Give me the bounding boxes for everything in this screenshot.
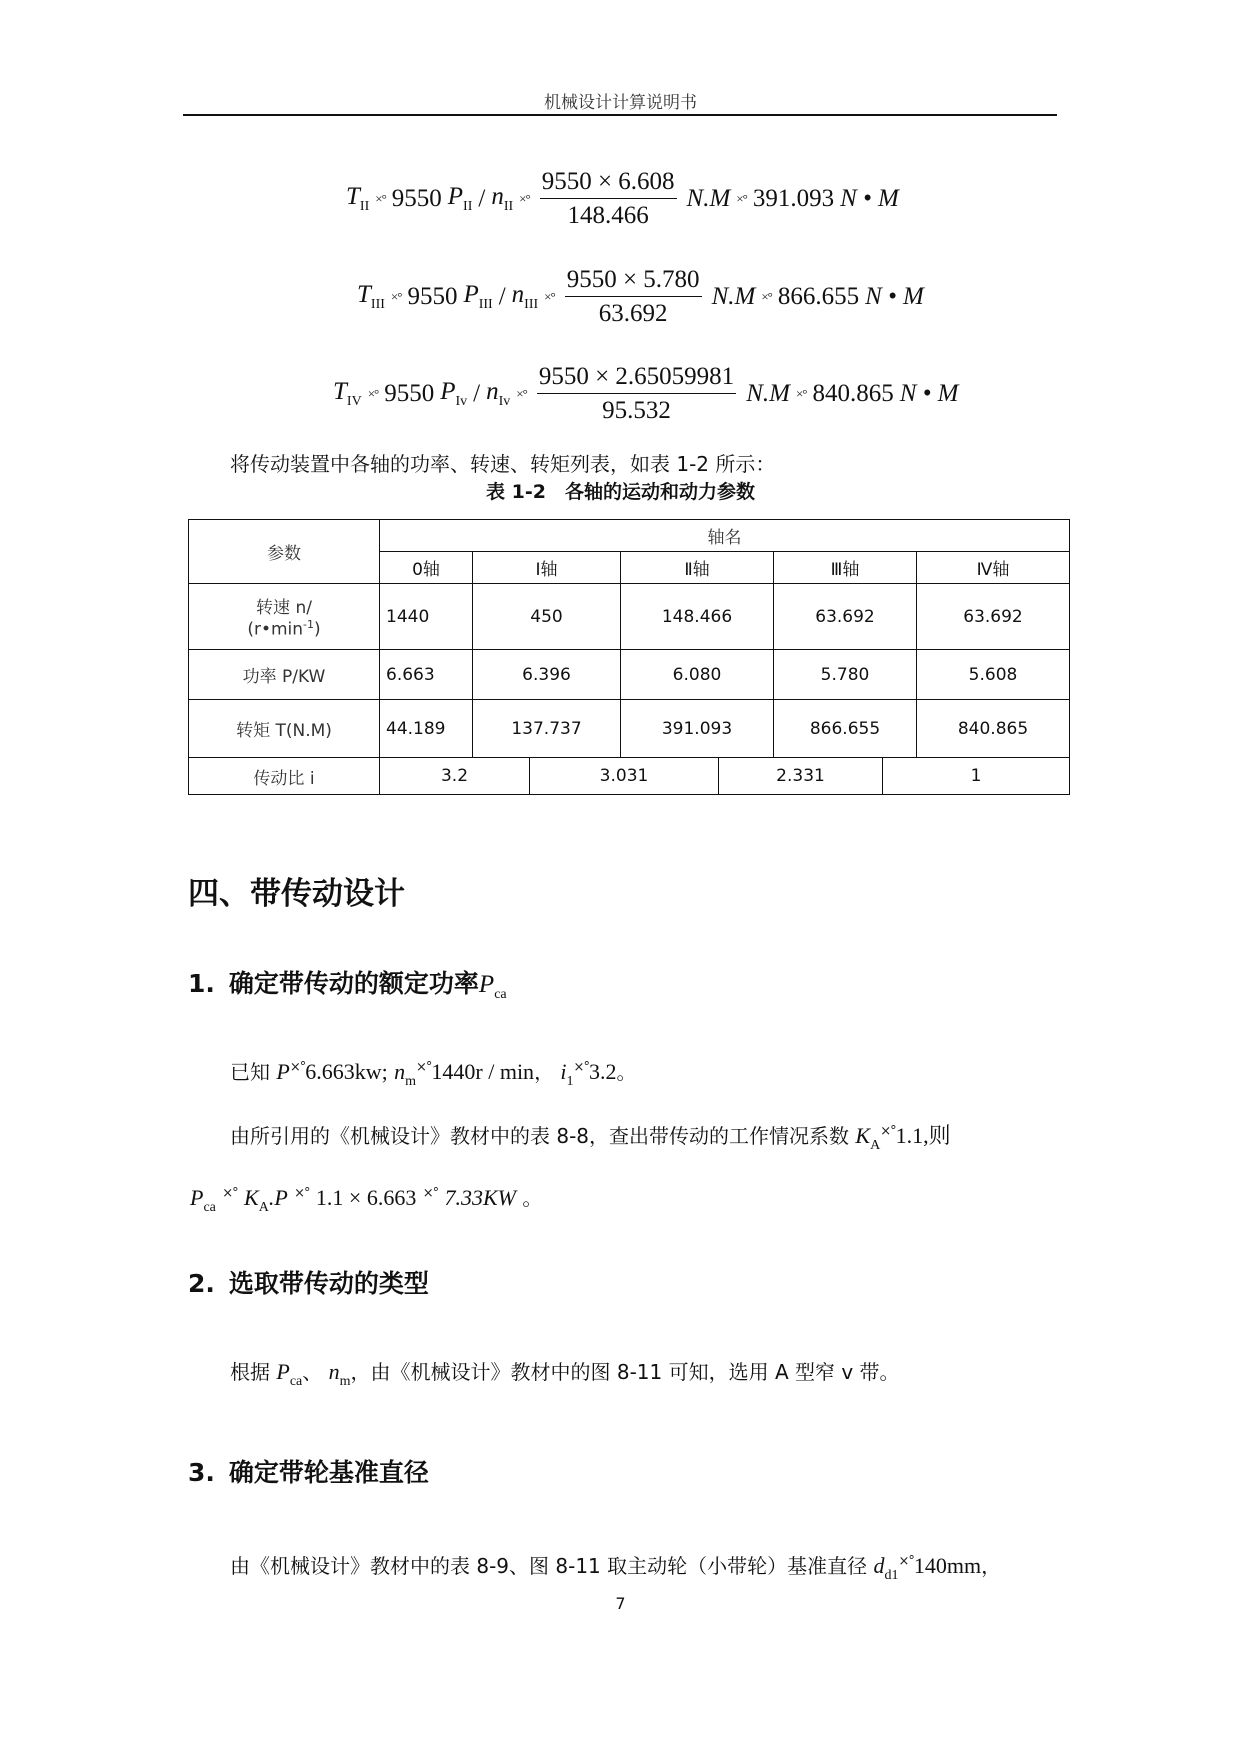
row-label-torque: 转矩 T(N.M) [189,700,380,758]
axis-name: 0轴 [380,552,473,584]
table-cell: 1 [970,766,982,786]
table-cell: 137.737 [473,700,621,758]
table-cell: 6.663 [380,650,473,700]
table-cell: 44.189 [380,700,473,758]
table-cell: 6.396 [473,650,621,700]
table-cell: 148.466 [621,584,774,650]
subsection-heading-1: 1. 确定带传动的额定功率$P_{ca}$ [188,969,507,1002]
subsection-heading-2: 2. 选取带传动的类型 [188,1269,429,1298]
table-cell: 6.080 [621,650,774,700]
table-cell: 840.865 [917,700,1070,758]
known-values-line: 已知 P×°6.663kw; $n_m^{\times^\circ}1440r$ / min， $i_1^{\times^\circ}3.2$。 [230,1059,637,1089]
coefficient-line: 由所引用的《机械设计》教材中的表 8-8，查出带传动的工作情况系数 $K_A^{\times^\circ}1.1$,则 [230,1123,951,1153]
table-cell: 866.655 [774,700,917,758]
table-cell: 3.031 [530,758,719,794]
table-cell: 5.608 [917,650,1070,700]
formula-torque-2: $T_{II}$ ×° 9550 $P_{II}$ / $n_{II}$ ×° $\frac{9550 \times 6.608}{148.466}$ N.M ×° 391.093 N • M [346,168,899,229]
table-cell: 1440 [380,584,473,650]
ratio-cells [380,758,1070,795]
axis-name: Ⅲ轴 [774,552,917,584]
axis-header: 轴名 [380,520,1070,552]
formula-torque-4: $T_{IV}$ ×° 9550 $P_{Iv}$ / $n_{Iv}$ ×° $\frac{9550 \times 2.65059981}{95.532}$ N.M ×° 840.865 N • M [333,363,959,424]
axis-name: Ⅰ轴 [473,552,621,584]
parameters-table [188,519,1070,795]
section-heading: 四、带传动设计 [188,876,405,912]
table-row [189,700,1070,758]
table-cell: 5.780 [774,650,917,700]
table-cell: 450 [473,584,621,650]
intro-paragraph: 将传动装置中各轴的功率、转速、转矩列表，如表 1-2 所示： [230,452,776,476]
calc-line: $P_{ca}$ ×° $K_A.P$ ×° 1.1 × 6.663 ×° 7.33KW 。 [190,1185,543,1215]
table-cell: 391.093 [621,700,774,758]
table-cell: 3.2 [380,758,530,794]
table-row [189,650,1070,700]
header-rule [183,114,1057,116]
table-row [189,584,1070,650]
axis-name: Ⅱ轴 [621,552,774,584]
page-header-title: 机械设计计算说明书 [544,93,697,113]
table-cell: 63.692 [917,584,1070,650]
belt-type-line: 根据 $P_{ca}$、 $n_m$，由《机械设计》教材中的图 8-11 可知，选用 A 型窄 v 带。 [230,1359,900,1389]
row-label-ratio: 传动比 i [189,758,380,795]
pulley-diameter-line: 由《机械设计》教材中的表 8-9、图 8-11 取主动轮（小带轮）基准直径 $d_{d1}^{\times^\circ}140mm$， [230,1553,1002,1583]
row-label-power: 功率 P/KW [189,650,380,700]
formula-torque-3: $T_{III}$ ×° 9550 $P_{III}$ / $n_{III}$ ×° $\frac{9550 \times 5.780}{63.692}$ N.M ×° 866.655 N • M [357,266,924,327]
row-label-speed: 转速 n/ $(r•\min^{-1})$ [189,584,380,650]
table-caption: 表 1-2 各轴的运动和动力参数 [486,481,755,503]
subsection-heading-3: 3. 确定带轮基准直径 [188,1458,429,1487]
page-number: 7 [615,1594,626,1613]
param-header: 参数 [189,520,380,584]
table-row [189,758,1070,795]
table-cell: 63.692 [774,584,917,650]
table-cell: 2.331 [719,758,883,794]
axis-name: Ⅳ轴 [917,552,1070,584]
